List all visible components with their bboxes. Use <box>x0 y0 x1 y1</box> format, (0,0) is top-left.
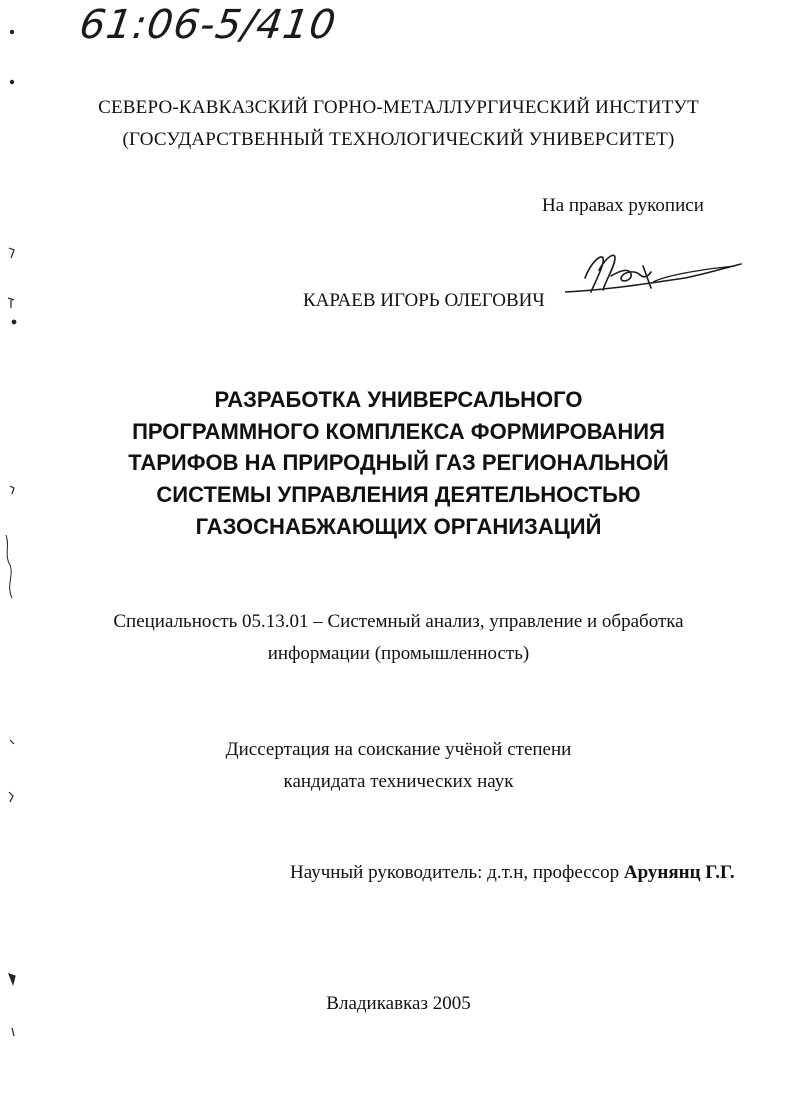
city-year: Владикавказ 2005 <box>326 993 471 1014</box>
archive-code-handwritten: 61:06-5/410 <box>76 2 340 48</box>
author-signature <box>565 248 745 300</box>
specialty-line1: Специальность 05.13.01 – Системный анализ, управление и обработка <box>113 611 684 632</box>
author-name: КАРАЕВ ИГОРЬ ОЛЕГОВИЧ <box>303 290 545 311</box>
degree-line1: Диссертация на соискание учёной степени <box>225 739 572 760</box>
institute-name-line2: (ГОСУДАРСТВЕННЫЙ ТЕХНОЛОГИЧЕСКИЙ УНИВЕРСИТЕТ) <box>122 129 675 150</box>
specialty-line2: информации (промышленность) <box>267 643 530 664</box>
title-line: РАЗРАБОТКА УНИВЕРСАЛЬНОГО <box>214 387 583 412</box>
title-line: ПРОГРАММНОГО КОМПЛЕКСА ФОРМИРОВАНИЯ <box>132 418 665 444</box>
degree-line2: кандидата технических наук <box>283 771 514 792</box>
advisor-name: Арунянц Г.Г. <box>623 862 735 883</box>
dissertation-title <box>0 384 797 543</box>
specialty-block <box>0 606 797 670</box>
title-line: ГАЗОСНАБЖАЮЩИХ ОРГАНИЗАЦИЙ <box>195 513 602 539</box>
advisor-label: Научный руководитель: д.т.н, профессор <box>290 862 624 883</box>
scientific-advisor <box>290 862 735 884</box>
title-line: ТАРИФОВ НА ПРИРОДНЫЙ ГАЗ РЕГИОНАЛЬНОЙ <box>128 450 669 476</box>
title-line: СИСТЕМЫ УПРАВЛЕНИЯ ДЕЯТЕЛЬНОСТЬЮ <box>156 482 641 508</box>
degree-block <box>0 734 797 798</box>
institute-name-line1: СЕВЕРО-КАВКАЗСКИЙ ГОРНО-МЕТАЛЛУРГИЧЕСКИЙ ИНСТИТУТ <box>98 97 699 118</box>
scan-margin-marks <box>0 0 40 1109</box>
manuscript-rights-note: На правах рукописи <box>542 195 704 216</box>
